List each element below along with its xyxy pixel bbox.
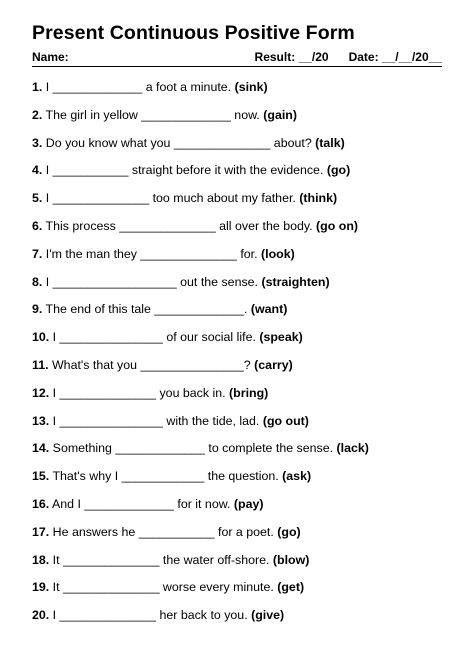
question-number: 9.	[32, 302, 43, 317]
question-item	[32, 358, 452, 386]
question-text: Do you know what you ______________ about?	[42, 135, 316, 150]
question-number: 14.	[32, 441, 50, 456]
question-item	[32, 136, 452, 164]
question-text: This process ______________ all over the body.	[42, 218, 317, 233]
question-text: I ______________ too much about my father.	[42, 191, 300, 206]
question-number: 2.	[32, 107, 43, 122]
question-item	[32, 219, 452, 247]
question-text: It ______________ the water off-shore.	[49, 552, 273, 567]
question-item	[32, 497, 452, 525]
question-verb: (give)	[251, 608, 285, 623]
question-item	[32, 386, 452, 414]
question-text: I _______________ with the tide, lad.	[49, 413, 263, 428]
question-number: 18.	[32, 552, 50, 567]
question-verb: (pay)	[233, 496, 264, 511]
question-number: 1.	[32, 80, 43, 94]
question-verb: (look)	[261, 246, 295, 261]
question-verb: (straighten)	[261, 274, 330, 289]
worksheet-header-row	[32, 48, 442, 64]
question-text: I _______________ of our social life.	[49, 330, 260, 345]
question-item	[32, 525, 452, 553]
question-verb: (go)	[277, 524, 301, 539]
question-list	[32, 80, 452, 636]
question-item	[32, 469, 452, 497]
question-verb: (lack)	[336, 441, 369, 456]
question-verb: (blow)	[272, 552, 310, 567]
question-number: 19.	[32, 580, 50, 595]
question-text: I ___________ straight before it with the evidence.	[42, 163, 327, 178]
question-text: The girl in yellow _____________ now.	[42, 107, 264, 122]
question-item	[32, 191, 452, 219]
question-number: 17.	[32, 524, 50, 539]
question-text: I'm the man they ______________ for.	[42, 246, 262, 261]
question-text: I ______________ you back in.	[49, 385, 230, 400]
question-verb: (carry)	[254, 357, 293, 372]
question-verb: (go)	[326, 163, 351, 178]
question-number: 20.	[32, 608, 50, 623]
question-text: That's why I ____________ the question.	[49, 469, 283, 484]
date-label: Date: __/__/20__	[348, 50, 442, 64]
question-text: What's that you _______________?	[48, 357, 255, 372]
question-text: I __________________ out the sense.	[42, 274, 262, 289]
question-number: 4.	[32, 163, 43, 178]
question-text: It ______________ worse every minute.	[49, 580, 278, 595]
question-number: 16.	[32, 496, 50, 511]
question-verb: (speak)	[259, 330, 303, 345]
question-verb: (go out)	[262, 413, 309, 428]
question-text: I _____________ a foot a minute.	[42, 80, 235, 94]
question-number: 11.	[32, 357, 49, 372]
question-text: Something _____________ to complete the sense.	[49, 441, 337, 456]
question-number: 13.	[32, 413, 50, 428]
question-item	[32, 275, 452, 303]
question-number: 3.	[32, 135, 43, 150]
question-item	[32, 330, 452, 358]
question-verb: (go on)	[316, 218, 359, 233]
question-number: 7.	[32, 246, 43, 261]
question-item	[32, 302, 452, 330]
name-label: Name:	[32, 50, 69, 64]
question-text: The end of this tale _____________.	[42, 302, 251, 317]
question-item	[32, 441, 452, 469]
question-item	[32, 580, 452, 608]
question-verb: (want)	[250, 302, 288, 317]
question-verb: (bring)	[229, 385, 269, 400]
question-item	[32, 80, 452, 108]
question-item	[32, 247, 452, 275]
question-verb: (gain)	[263, 107, 297, 122]
question-verb: (talk)	[315, 135, 345, 150]
question-item	[32, 414, 452, 442]
question-item	[32, 163, 452, 191]
header-divider	[32, 66, 442, 67]
question-verb: (sink)	[234, 80, 268, 94]
question-verb: (ask)	[282, 469, 312, 484]
question-number: 12.	[32, 385, 50, 400]
question-number: 8.	[32, 274, 43, 289]
question-number: 5.	[32, 191, 43, 206]
question-item	[32, 608, 452, 636]
question-number: 6.	[32, 218, 43, 233]
question-text: And I _____________ for it now.	[49, 496, 234, 511]
question-number: 10.	[32, 330, 50, 345]
question-number: 15.	[32, 469, 50, 484]
worksheet-title: Present Continuous Positive Form	[32, 22, 355, 44]
question-item	[32, 108, 452, 136]
question-text: I ______________ her back to you.	[49, 608, 252, 623]
question-verb: (get)	[277, 580, 305, 595]
question-verb: (think)	[299, 191, 338, 206]
question-item	[32, 553, 452, 581]
question-text: He answers he ___________ for a poet.	[49, 524, 278, 539]
result-label: Result: __/20	[254, 50, 329, 64]
worksheet	[32, 20, 442, 623]
